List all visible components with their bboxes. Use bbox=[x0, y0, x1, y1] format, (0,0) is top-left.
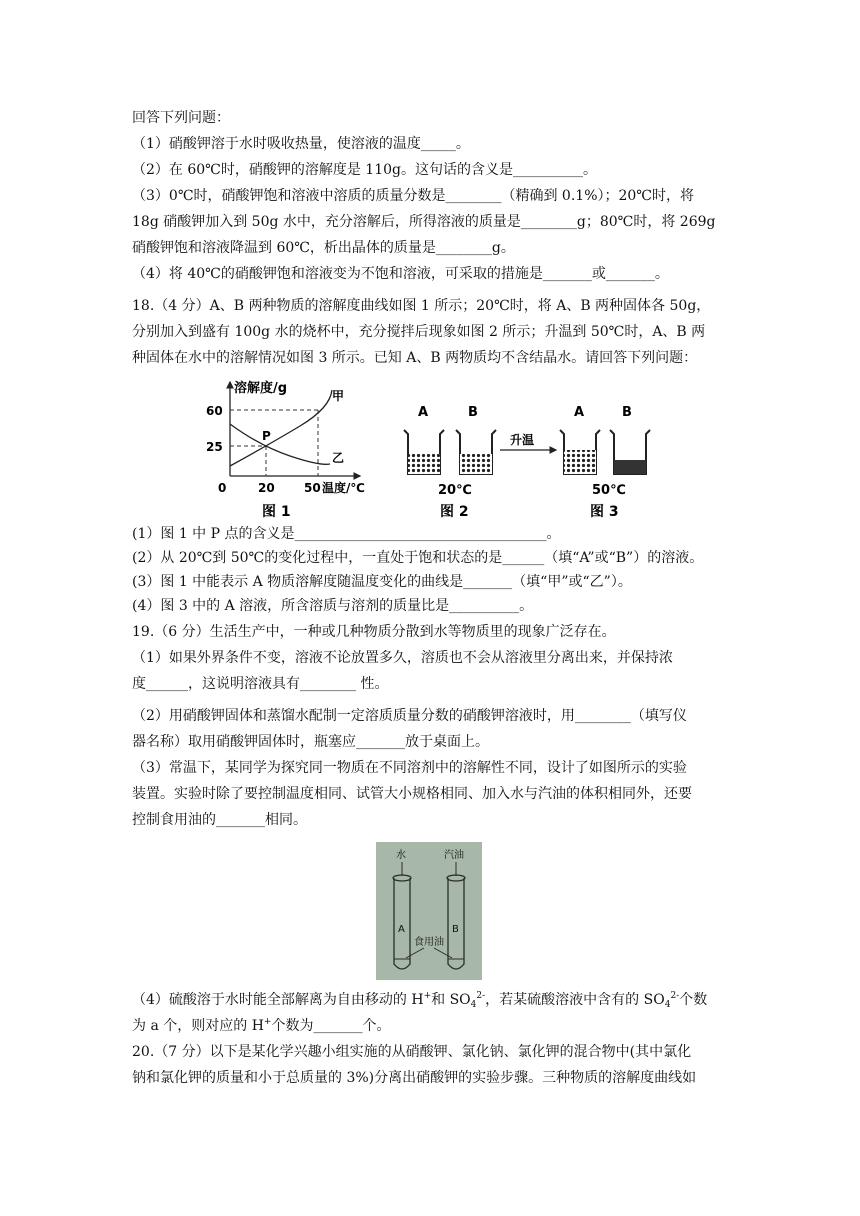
text-line: 18g 硝酸钾加入到 50g 水中，充分溶解后，所得溶液的质量是________g；80℃时，将 269g bbox=[132, 214, 716, 230]
fig2-temp: 20℃ bbox=[438, 483, 472, 498]
ytick-60: 60 bbox=[206, 404, 223, 418]
test-tube-figure bbox=[376, 842, 482, 980]
q19-line: 装置。实验时除了要控制温度相同、试管大小规格相同、加入水与汽油的体积相同外，还要 bbox=[132, 786, 692, 802]
text-line: 18.（4 分）A、B 两种物质的溶解度曲线如图 1 所示；20℃时，将 A、B 两种固体各 50g， bbox=[132, 298, 711, 314]
label-water: 水 bbox=[396, 850, 406, 861]
fig2-label-b: B bbox=[468, 405, 478, 420]
fig2-caption: 图 2 bbox=[440, 504, 469, 520]
q19-line: （1）如果外界条件不变，溶液不论放置多久，溶质也不会从溶液里分离出来，并保持浓 bbox=[132, 650, 673, 666]
q18-item: (3）图 1 中能表示 A 物质溶解度随温度变化的曲线是_______（填“甲”或“乙”）。 bbox=[132, 574, 632, 590]
curve-a-label: 甲 bbox=[332, 389, 345, 403]
beaker-figure bbox=[396, 398, 656, 524]
q19-item-4: （4）硫酸溶于水时能全部解离为自由移动的 H+和 $SO_4^{2-}$，若某硫酸溶液中含有的 $SO_4^{2-}$个数 bbox=[132, 991, 708, 1010]
solubility-chart bbox=[200, 374, 380, 524]
text-line: 种固体在水中的溶解情况如图 3 所示。已知 A、B 两物质均不含结晶水。请回答下列问题： bbox=[132, 350, 698, 366]
xtick-0: 0 bbox=[218, 481, 227, 495]
q20-line: 20.（7 分）以下是某化学兴趣小组实施的从硝酸钾、氯化钠、氯化钾的混合物中(其中氯化 bbox=[132, 1044, 692, 1060]
q19-line: 器名称）取用硝酸钾固体时，瓶塞应_______放于桌面上。 bbox=[132, 734, 489, 750]
fig1-caption: 图 1 bbox=[262, 504, 291, 520]
q18-item: (4）图 3 中的 A 溶液，所含溶质与溶剂的质量比是__________。 bbox=[132, 598, 534, 614]
q18-item: (1）图 1 中 P 点的含义是____________________________________。 bbox=[132, 526, 561, 542]
ytick-25: 25 bbox=[206, 440, 223, 454]
curve-a bbox=[230, 390, 332, 466]
q19-line: 度______，这说明溶液具有________ 性。 bbox=[132, 676, 389, 692]
q19-line: （2）用硝酸钾固体和蒸馏水配制一定溶质质量分数的硝酸钾溶液时，用________（填写仪 bbox=[132, 708, 687, 724]
text-line: （2）在 60℃时，硝酸钾的溶解度是 110g。这句话的含义是__________。 bbox=[132, 162, 597, 178]
label-tube-b: B bbox=[452, 924, 459, 935]
text-line: 硝酸钾饱和溶液降温到 60℃，析出晶体的质量是________g。 bbox=[132, 240, 515, 256]
point-p-label: P bbox=[262, 429, 271, 443]
q18-item: (2）从 20℃到 50℃的变化过程中，一直处于饱和状态的是______（填“A”或“B”）的溶液。 bbox=[132, 550, 704, 566]
x-axis-label: 温度/℃ bbox=[322, 481, 365, 495]
label-gasoline: 汽油 bbox=[444, 850, 464, 861]
q19-item-4-cont: 为 a 个，则对应的 H+个数为_______个。 bbox=[132, 1017, 391, 1034]
text-line: （4）将 40℃的硝酸钾饱和溶液变为不饱和溶液，可采取的措施是_______或_______。 bbox=[132, 266, 669, 282]
text-line: （1）硝酸钾溶于水时吸收热量，使溶液的温度_____。 bbox=[132, 136, 470, 152]
heat-label: 升温 bbox=[510, 433, 535, 447]
xtick-20: 20 bbox=[258, 481, 275, 495]
curve-b-label: 乙 bbox=[332, 451, 345, 465]
y-axis-label: 溶解度/g bbox=[234, 381, 288, 396]
fig3-caption: 图 3 bbox=[590, 504, 619, 520]
fig2-label-a: A bbox=[418, 405, 429, 420]
q20-line: 钠和氯化钾的质量和小于总质量的 3%)分离出硝酸钾的实验步骤。三种物质的溶解度曲线如 bbox=[132, 1070, 697, 1086]
fig3-temp: 50℃ bbox=[592, 483, 626, 498]
label-tube-a: A bbox=[398, 924, 405, 935]
q19-line: （3）常温下，某同学为探究同一物质在不同溶剂中的溶解性不同，设计了如图所示的实验 bbox=[132, 760, 687, 776]
q19-line: 控制食用油的_______相同。 bbox=[132, 812, 307, 828]
xtick-50: 50 bbox=[304, 481, 321, 495]
text-line: 分别加入到盛有 100g 水的烧杯中，充分搅拌后现象如图 2 所示；升温到 50℃时，A、B 两 bbox=[132, 324, 706, 340]
text-line: （3）0℃时，硝酸钾饱和溶液中溶质的质量分数是________（精确到 0.1%）；20℃时，将 bbox=[132, 188, 694, 204]
fig3-label-a: A bbox=[574, 405, 585, 420]
label-oil: 食用油 bbox=[414, 937, 444, 948]
fig3-label-b: B bbox=[622, 405, 632, 420]
q19-line: 19.（6 分）生活生产中，一种或几种物质分散到水等物质里的现象广泛存在。 bbox=[132, 624, 616, 640]
text-line: 回答下列问题： bbox=[132, 110, 230, 126]
